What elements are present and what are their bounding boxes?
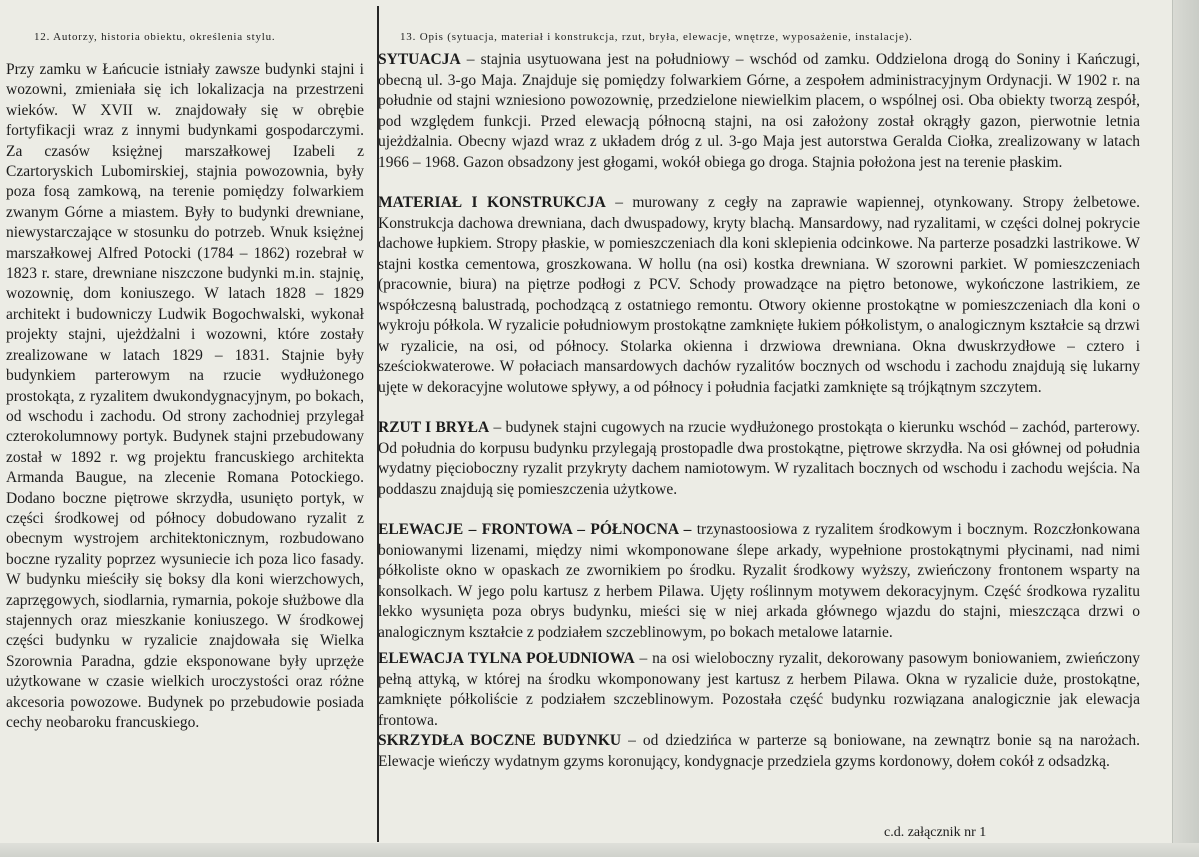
section-skrzydla — [378, 731, 1140, 772]
section-body: – od dziedzińca w parterze są boniowane, na zewnątrz bonie są na narożach. Elewacje wieńczy wydatnym gzyms koronujący, kondygnacje przedziela gzyms kordonowy, dołem cokół z odsadzką. — [378, 732, 1140, 770]
section-elewacja-tylna — [378, 649, 1140, 731]
section-heading: ELEWACJE – FRONTOWA – PÓŁNOCNA – — [378, 521, 692, 538]
history-text: Przy zamku w Łańcucie istniały zawsze budynki stajni i wozowni, zmieniała się ich lokalizacja na przestrzeni wieków. W XVII w. znajdowały się w obrębie fortyfikacji wraz z innymi budynkami gospodarczymi. Za czasów księżnej marszałkowej Izabeli z Czartoryskich Lubomirskiej, stajnia powozownia, były poza fosą zamkową, na terenie pomiędzy folwarkiem zwanym Górne a miastem. Były to budynki drewniane, niewystarczające w stosunku do potrzeb. Wnuk księżnej marszałkowej Alfred Potocki (1784 – 1862) rozebrał w 1823 r. stare, drewniane niszczone budynki m.in. stajnię, wozownię, dom koniuszego. W latach 1828 – 1829 architekt i budowniczy Ludwik Bogochwalski, wykonał projekty stajni, ujeżdżalni i wozowni, które zostały zrealizowane w latach 1829 – 1831. Stajnie były budynkiem parterowym na rzucie wydłużonego prostokąta, z ryzalitem dwukondygnacyjnym, po bokach, od wschodu i zachodu. Od strony zachodniej przylegał czterokolumnowy portyk. Budynek stajni przebudowany został w 1892 r. wg projektu francuskiego architekta Armanda Baugue, na zlecenie Romana Potockiego. Dodano boczne piętrowe skrzydła, usunięto portyk, w części środkowej od północy dobudowano ryzalit z obecnym wystrojem architektonicznym, rozbudowano boczne ryzality poprzez wysuniecie ich poza lico fasady. W budynku mieściły się boksy dla koni wierzchowych, zaprzęgowych, siodlarnia, rymarnia, pokoje służbowe dla stajennych oraz mieszkanie koniuszego. W środkowej części budynku w ryzalicie znajdowała się Wielka Szorownia Paradna, gdzie eksponowane były uprzęże użytkowane w czasie wielkich uroczystości oraz różne akcesoria powozowe. Budynek po przebudowie posiada cechy neobaroku francuskiego. — [6, 61, 364, 731]
section-material — [378, 193, 1140, 398]
section-body: trzynastoosiowa z ryzalitem środkowym i bocznym. Rozczłonkowana boniowanymi lizenami, między nimi wkomponowane ślepe arkady, wypełnione prostokątnymi płycinami, nad nimi półkoliste okno w opaskach ze zwornikiem po środku. Ryzalit środkowy wyższy, zwieńczony frontonem wsparty na konsolkach. W jego polu kartusz z herbem Pilawa. Ujęty roślinnym motywem dekoracyjnym. Część środkowa ryzalitu lekko wysunięta poza obrys budynku, mieści się w niej arkada głównego wjazdu do stajni, mieszcząca drzwi o analogicznym kształcie z podziałem szczeblinowym, po bokach metalowe latarnie. — [378, 521, 1140, 641]
scan-edge-bottom — [0, 843, 1199, 857]
section-heading: ELEWACJA TYLNA POŁUDNIOWA — [378, 650, 635, 667]
section-heading: SYTUACJA — [378, 51, 461, 68]
section-heading: SKRZYDŁA BOCZNE BUDYNKU — [378, 732, 622, 749]
section-rzut — [378, 418, 1140, 500]
section-sytuacja — [378, 50, 1140, 173]
continuation-note: c.d. załącznik nr 1 — [884, 825, 987, 840]
left-column-header: 12. Autorzy, historia obiektu, określenia stylu. — [34, 31, 276, 43]
section-heading: RZUT I BRYŁA — [378, 419, 490, 436]
section-body: – murowany z cegły na zaprawie wapiennej, otynkowany. Stropy żelbetowe. Konstrukcja dachowa drewniana, dach dwuspadowy, kryty blachą. Mansardowy, nad ryzalitami, w części dolnej pokrycie dachowe łupkiem. Stropy płaskie, w pomieszczeniach dla koni sklepienia odcinkowe. Na parterze posadzki lastrikowe. W stajni kostka cementowa, groszkowana. W hollu (na osi) kostka drewniana. W szorowni parkiet. W pomieszczeniach (pracownie, biura) na piętrze podłogi z PCV. Schody prowadzące na piętro betonowe, wykończone lastrikiem, ze współczesną balustradą, pochodzącą z ostatniego remontu. Otwory okienne prostokątne w pomieszczeniach dla koni o wykroju półkola. W ryzalicie południowym prostokątne zamknięte łukiem półkolistym, o analogicznym kształcie są drzwi w ryzalicie, na osi, od północy. Stolarka okienna i drzwiowa drewniana. Okna dwuskrzydłowe – cztero i sześciokwaterowe. W połaciach mansardowych dachów ryzalitów bocznych od wschodu i zachodu znajdują się lukarny ujęte w dekoracyjne wolutowe spływy, a od północy i południa facjatki zamknięte są trójkątnym szczytem. — [378, 194, 1140, 396]
section-body: – stajnia usytuowana jest na południowy – wschód od zamku. Oddzielona drogą do Soniny i Kańczugi, obecną ul. 3-go Maja. Znajduje się pomiędzy folwarkiem Górne, a zespołem administracyjnym Ordynacji. W 1902 r. na południe od stajni wzniesiono powozownię, przedzielone niewielkim placem, o wspólnej osi. Oba obiekty tworzą zespół, pod względem funkcji. Przed elewacją północną stajni, na osi założony został okrągły gazon, pierwotnie letnia ujeżdżalnia. Obecny wjazd wraz z układem dróg z ul. 3-go Maja jest autorstwa Geralda Ciołka, zrealizowany w latach 1966 – 1968. Gazon obsadzony jest głogami, wokół obiega go droga. Stajnia położona jest na terenie płaskim. — [378, 51, 1140, 171]
section-body: – budynek stajni cugowych na rzucie wydłużonego prostokąta o kierunku wschód – zachód, parterowy. Od południa do korpusu budynku przylegają prostopadle dwa prostokątne, piętrowe skrzydła. Na osi głównej od południa wydatny pięcioboczny ryzalit przykryty dachem namiotowym. W ryzalitach bocznych od wschodu i zachodu wejścia. Na poddaszu znajdują się pomieszczenia użytkowe. — [378, 419, 1140, 498]
section-elewacja-frontowa — [378, 520, 1140, 643]
section-body: – na osi wieloboczny ryzalit, dekorowany pasowym boniowaniem, zwieńczony pełną attyką, w której na środku wkomponowany jest kartusz z herbem Pilawa. Okna w ryzalicie duże, prostokątne, zamknięte półkoliście z podziałem szczeblinowym. Pozostała część budynku rozwiązana analogicznie jak elewacja frontowa. — [378, 650, 1141, 729]
section-heading: MATERIAŁ I KONSTRUKCJA — [378, 194, 606, 211]
history-column — [6, 60, 364, 733]
scan-edge-right — [1172, 0, 1199, 857]
right-column-header: 13. Opis (sytuacja, materiał i konstrukcja, rzut, bryła, elewacje, wnętrze, wyposażenie, instalacje). — [400, 31, 913, 43]
description-column — [378, 50, 1140, 772]
